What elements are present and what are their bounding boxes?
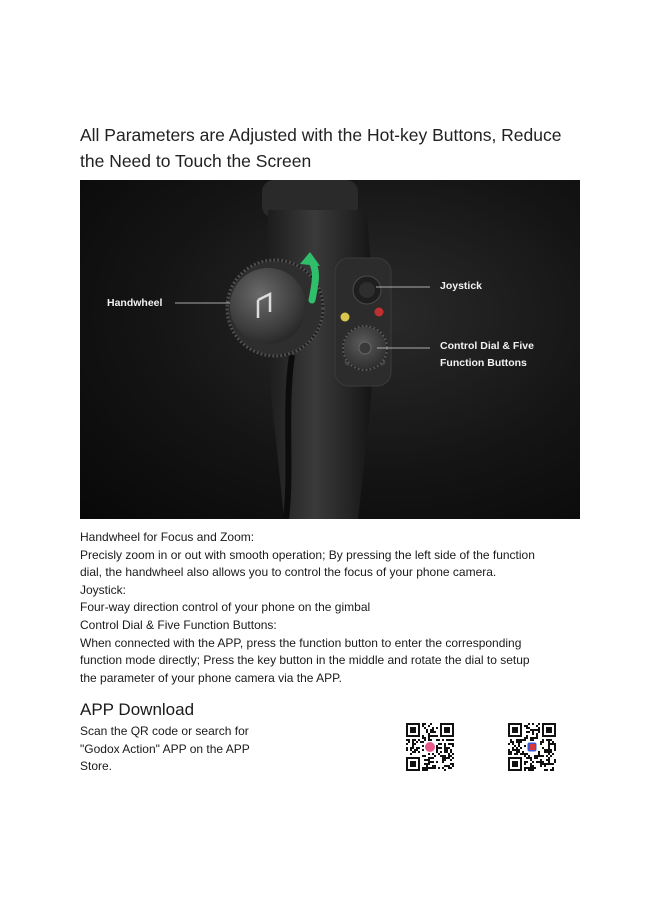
heading-line-1: All Parameters are Adjusted with the Hot-key Buttons, Reduce — [80, 125, 562, 145]
joystick-label: Joystick — [440, 280, 483, 292]
app-download-description — [80, 723, 270, 776]
product-photo — [80, 180, 580, 519]
description-line: Control Dial & Five Function Buttons: — [80, 617, 277, 632]
function-button-yellow — [341, 313, 350, 322]
app-download-title: APP Download — [80, 700, 195, 719]
app-desc-line-2: "Godox Action" APP on the APP — [80, 741, 250, 756]
handwheel-face — [230, 268, 306, 344]
feature-description — [80, 529, 580, 687]
qr-code-android[interactable] — [406, 723, 454, 771]
description-line: When connected with the APP, press the function button to enter the corresponding — [80, 635, 522, 650]
description-line: the parameter of your phone camera via the APP. — [80, 670, 342, 685]
description-line: Precisly zoom in or out with smooth operation; By pressing the left side of the function — [80, 547, 535, 562]
description-line: Handwheel for Focus and Zoom: — [80, 530, 255, 544]
control-dial-label-line-2: Function Buttons — [440, 357, 527, 369]
app-desc-line-1: Scan the QR code or search for — [80, 724, 249, 738]
control-dial-label-line-1: Control Dial & Five — [440, 340, 534, 352]
description-line: Four-way direction control of your phone on the gimbal — [80, 600, 371, 615]
qr-code-ios[interactable] — [508, 723, 556, 771]
description-line: function mode directly; Press the key button in the middle and rotate the dial to setup — [80, 653, 530, 668]
heading-line-2: the Need to Touch the Screen — [80, 151, 312, 171]
control-dial-center — [359, 342, 371, 354]
handwheel-label: Handwheel — [107, 297, 163, 309]
joystick-cap — [359, 282, 375, 298]
description-line: dial, the handwheel also allows you to control the focus of your phone camera. — [80, 565, 497, 580]
app-desc-line-3: Store. — [80, 759, 113, 773]
function-button-red — [375, 308, 384, 317]
description-line: Joystick: — [80, 582, 127, 597]
page-heading — [80, 122, 580, 174]
control-dial-label — [440, 338, 534, 372]
